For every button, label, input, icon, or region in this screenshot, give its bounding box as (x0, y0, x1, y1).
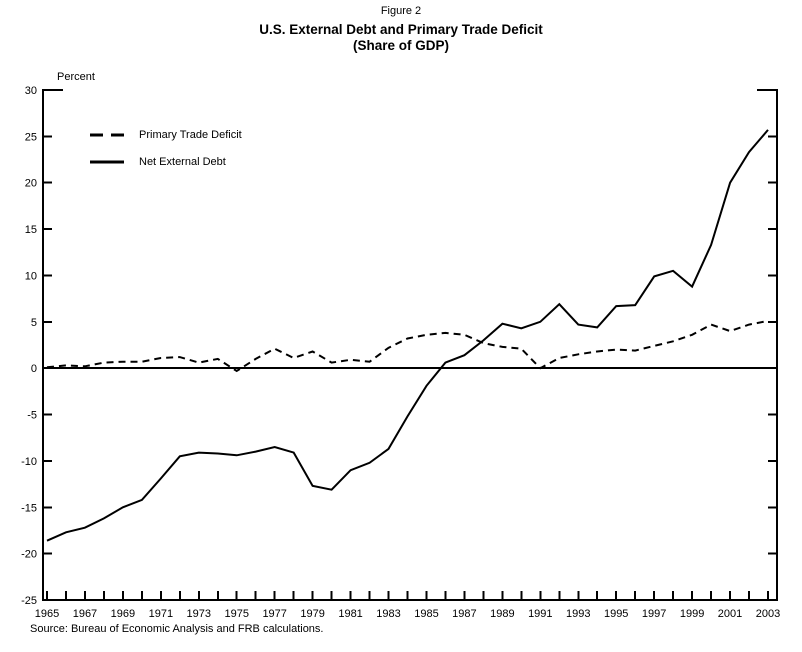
x-tick-label: 1973 (186, 608, 212, 620)
x-tick-label: 1995 (603, 608, 629, 620)
y-tick-label: -25 (21, 595, 37, 607)
series-line-net-external-debt (47, 130, 768, 541)
x-tick-label: 2001 (717, 608, 743, 620)
y-tick-label: -10 (21, 455, 37, 468)
legend (90, 121, 242, 175)
x-tick-label: 1993 (566, 608, 591, 620)
solid-line-sample-icon (90, 158, 130, 166)
x-tick-label: 2003 (755, 608, 781, 620)
y-tick-label: 5 (30, 316, 37, 329)
y-tick-label: 25 (24, 131, 37, 144)
x-tick-label: 1981 (338, 608, 363, 620)
x-tick-label: 1987 (452, 608, 477, 620)
x-tick-label: 1989 (490, 608, 515, 620)
y-tick-label: 10 (24, 270, 37, 283)
chart-title: U.S. External Debt and Primary Trade Deficit (259, 22, 543, 37)
x-tick-label: 1975 (224, 608, 249, 620)
legend-item-primary-trade-deficit (90, 121, 242, 148)
y-tick-label: 0 (30, 363, 37, 376)
dashed-line-sample-icon (90, 131, 130, 139)
x-tick-label: 1977 (262, 608, 287, 620)
x-tick-label: 1979 (300, 608, 325, 620)
legend-label-net-external-debt: Net External Debt (139, 155, 226, 168)
y-tick-label: -20 (21, 548, 37, 561)
y-tick-label: 30 (24, 85, 37, 97)
figure-label: Figure 2 (380, 5, 422, 17)
y-tick-label: 20 (24, 177, 37, 190)
legend-item-net-external-debt (90, 148, 242, 175)
y-tick-label: 15 (24, 224, 37, 237)
x-tick-label: 1997 (641, 608, 667, 620)
y-tick-label: -5 (27, 409, 37, 422)
x-tick-label: 1971 (148, 608, 174, 620)
y-tick-label: -15 (21, 502, 37, 515)
x-tick-label: 1985 (414, 608, 439, 620)
y-axis-unit-label: Percent (57, 71, 95, 83)
x-tick-label: 1991 (528, 608, 553, 620)
series-line-primary-trade-deficit (47, 321, 768, 371)
legend-label-primary-trade-deficit: Primary Trade Deficit (139, 128, 242, 141)
chart-subtitle: (Share of GDP) (352, 38, 449, 53)
x-tick-label: 1999 (679, 608, 705, 620)
x-tick-label: 1969 (110, 608, 136, 620)
x-tick-label: 1983 (376, 608, 401, 620)
x-tick-label: 1967 (72, 608, 98, 620)
x-tick-label: 1965 (34, 608, 60, 620)
source-note: Source: Bureau of Economic Analysis and FRB calculations. (30, 623, 324, 635)
